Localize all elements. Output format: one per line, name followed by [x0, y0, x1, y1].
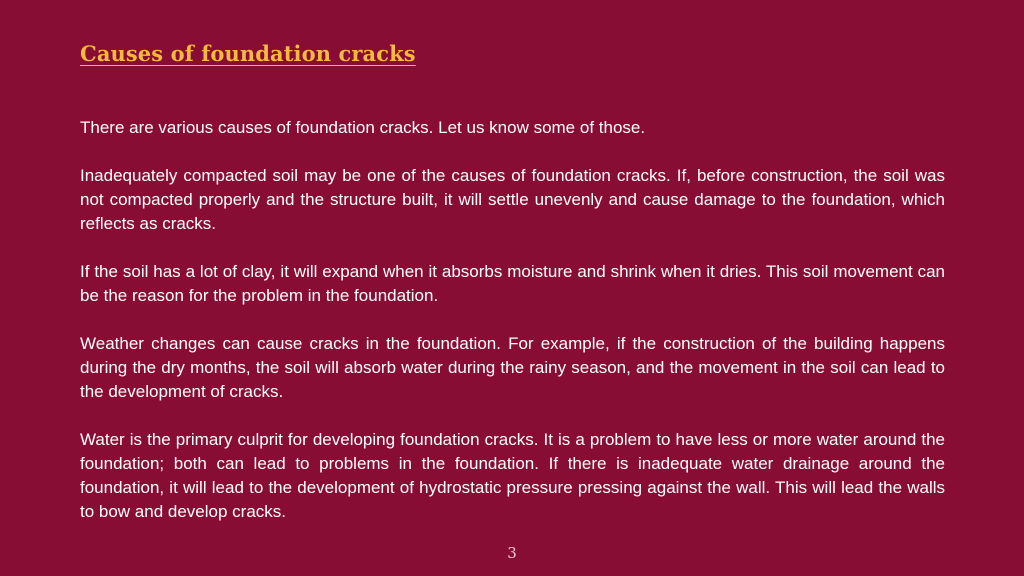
slide-body: [80, 116, 945, 548]
intro-paragraph: There are various causes of foundation cracks. Let us know some of those.: [80, 118, 646, 137]
water-paragraph: Water is the primary culprit for developing foundation cracks. It is a problem to have less or more water around the foundation; both can lead to problems in the foundation. If there is inadequate water drainage around the foundation, it will lead to the development of hydrostatic pressure pressing against the wall. This will lead the walls to bow and develop cracks.: [80, 430, 945, 521]
slide-title: Causes of foundation cracks: [80, 41, 416, 66]
clay-soil-paragraph: If the soil has a lot of clay, it will expand when it absorbs moisture and shrink when it dries. This soil movement can be the reason for the problem in the foundation.: [80, 262, 945, 305]
page-number: 3: [507, 544, 517, 562]
weather-changes-paragraph: Weather changes can cause cracks in the foundation. For example, if the construction of the building happens during the dry months, the soil will absorb water during the rainy season, and the movement in the soil can lead to the development of cracks.: [80, 334, 945, 401]
compacted-soil-paragraph: Inadequately compacted soil may be one of the causes of foundation cracks. If, before construction, the soil was not compacted properly and the structure built, it will settle unevenly and cause damage to the foundation, which reflects as cracks.: [80, 166, 945, 233]
